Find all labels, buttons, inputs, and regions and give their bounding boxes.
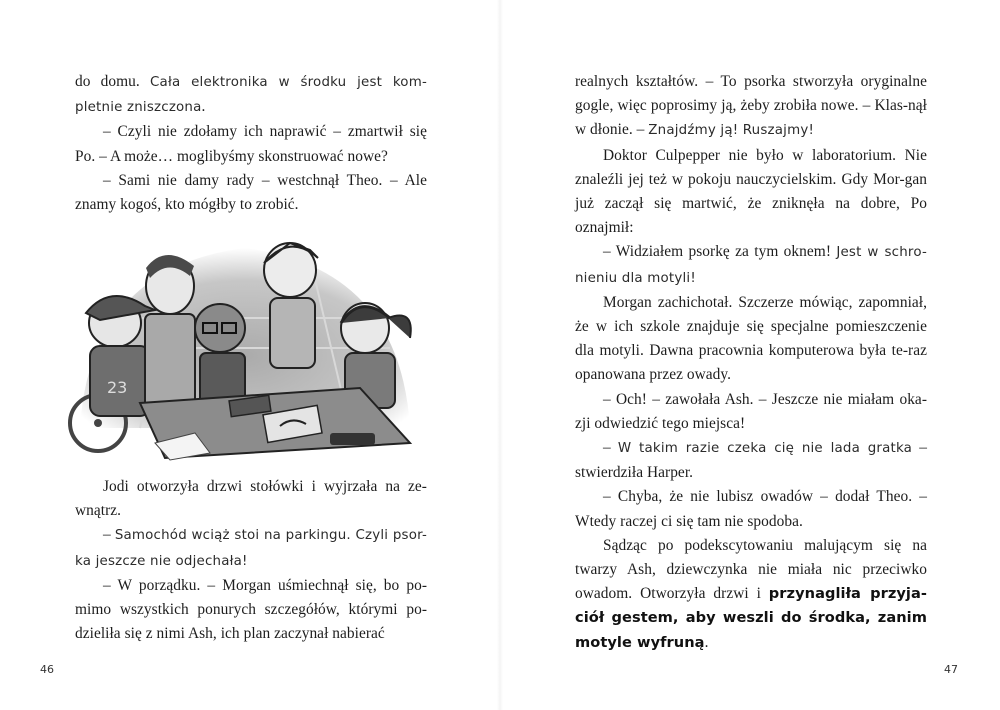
body-text: – [603, 439, 618, 457]
left-top-text [75, 70, 427, 217]
page-number-left: 46 [40, 663, 54, 676]
body-text: Jodi otworzyła drzwi stołówki i wyjrzała na ze-wnątrz. [75, 478, 427, 520]
body-text: – W porządku. – Morgan uśmiechnął się, bo po-mimo wszystkich ponurych szczegółów, którymi po-dzieliła się z nimi Ash, ich plan zaczynał nabierać [75, 576, 427, 643]
paragraph [575, 240, 927, 290]
left-bottom-text [75, 475, 427, 646]
paragraph [575, 534, 927, 655]
body-text: Morgan zachichotał. Szczerze mówiąc, zapomniał, że w ich szkole znajduje się specjalne pomieszczenie dla motyli. Dawna pracownia komputerowa była te-raz opanowana przez owady. [575, 293, 927, 384]
body-text: – Sami nie damy rady – westchnął Theo. – Ale znamy kogoś, kto mógłby to zrobić. [75, 171, 427, 214]
right-text [575, 70, 927, 655]
paragraph [75, 523, 427, 573]
handwritten-text: Jest w schro-nieniu dla motyli! [575, 245, 927, 286]
body-text: do domu. [75, 73, 150, 90]
paragraph [575, 485, 927, 533]
paragraph [75, 574, 427, 647]
paragraph [75, 169, 427, 217]
handwritten-text: Znajdźmy ją! Ruszajmy! [648, 123, 815, 139]
body-text: realnych kształtów. – To psorka stworzyła oryginalne gogle, więc poprosimy ją, żeby zrobiła nowe. – Klas-nął w dłonie. – [575, 73, 927, 139]
paragraph [575, 436, 927, 485]
page-number-right: 47 [944, 663, 958, 676]
body-text: – Widziałem psorkę za tym oknem! [603, 243, 837, 261]
paragraph [575, 291, 927, 388]
handwritten-text: Samochód wciąż stoi na parkingu. Czyli psor-ka jeszcze nie odjechała! [75, 528, 427, 569]
body-text: – Czyli nie zdołamy ich naprawić – zmartwił się Po. – A może… moglibyśmy skonstruować nowe? [75, 123, 427, 165]
handwritten-text: Cała elektronika w środku jest kom-pletnie zniszczona [75, 75, 427, 116]
body-text: – Och! – zawołała Ash. – Jeszcze nie miałam oka-zji odwiedzić tego miejsca! [575, 390, 927, 432]
paragraph [575, 144, 927, 241]
body-text: . [704, 633, 709, 651]
svg-text:23: 23 [107, 378, 128, 397]
body-text: . [201, 98, 206, 116]
body-text: – stwierdziła Harper. [575, 439, 927, 482]
body-text: – Chyba, że nie lubisz owadów – dodał Theo. – Wtedy raczej ci się tam nie spodoba. [575, 488, 927, 530]
right-page [500, 0, 1000, 710]
body-text: Doktor Culpepper nie było w laboratorium. Nie znaleźli jej też w pokoju nauczycielskim. Gdy Mor-gan już zaczął się martwić, że zniknęła na dobre, Po oznajmił: [575, 146, 927, 237]
handwritten-text: W takim razie czeka cię nie lada gratka [617, 441, 913, 457]
body-text: Sądząc po podekscytowaniu malującym się na twarzy Ash, dziewczynka nie miała nic przeciwko owadom. Otworzyła drzwi i [575, 536, 927, 603]
children-around-table-illustration [60, 228, 430, 468]
paragraph [75, 120, 427, 168]
body-text: – [103, 526, 115, 544]
paragraph [575, 388, 927, 436]
paragraph [75, 70, 427, 120]
bold-text: przynagliła przyja-ciół gestem, aby weszli do środka, zanim motyle wyfruną [575, 585, 927, 651]
paragraph [75, 475, 427, 523]
paragraph [575, 70, 927, 144]
